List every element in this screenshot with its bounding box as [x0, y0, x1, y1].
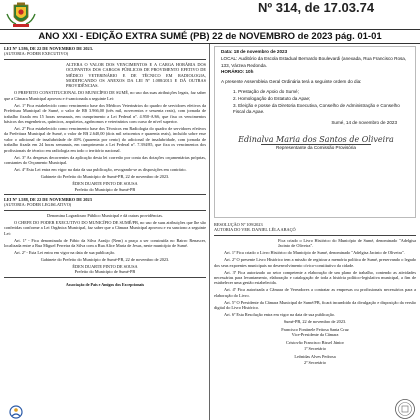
resolution-place-date: Sumé-PB, 22 de novembro de 2023.: [283, 319, 347, 325]
law2-summary: Denomina Logradouro Público Municipal e dá outras providências.: [47, 212, 163, 218]
assembly-notice: [214, 46, 416, 218]
resolution-block: [214, 222, 416, 365]
law1-signer-role: Prefeito do Município de Sumé-PB: [74, 186, 136, 192]
divider: [4, 210, 206, 211]
officer-role: Vice-Presidente da Câmara: [291, 332, 339, 338]
resolution-art4: Art. 4º Fica autorizada a Câmara de Vereadores a contratar as empresas ou profissionais necessários para a elaboração do Livro.: [214, 287, 416, 298]
notice-item: 1. Prestação de Apoio do Sumé;: [233, 88, 299, 94]
officer-name: Francisco Fontinele Feitosa Santa Cruz: [281, 326, 349, 332]
apae-logo-icon: [8, 404, 24, 420]
officer-role: 2º Secretário: [304, 359, 326, 365]
law1-art2: Art. 2º Fica estabelecido como vencimento base dos Técnicos em Radiologia do quadro de servidores efetivos da Prefeitura Municipal de Sumé, o valor de R$ 2.640,00 (dois mil seiscentos e quarenta reais), incluído sobre esse valor o adicional de insalubridade de 40% (quarenta por cento) do adicional de insalubridade, com jornada de trabalho fixada em 24 horas semanais, em cumprimento a Lei Federal nº. 7.394/85, que fixa os vencimentos dos profissionais de técnico em radiologia em todo o território nacional.: [4, 126, 206, 153]
officer-role: 1º Secretário: [304, 345, 326, 351]
issue-number: Nº 314, de 17.03.74: [258, 0, 375, 15]
law1-art3: Art. 3º As despesas decorrentes da aplicação desta lei correrão por conta das dotações orçamentárias próprias, constantes do Orçamento Municipal.: [4, 154, 206, 166]
notice-signature: Edinalva Maria dos Santos de Oliveira: [238, 134, 394, 144]
resolution-summary: Fica criado o Livro Histórico do Município de Sumé, denominado "Adelgisa Jacinto de Oliveira".: [278, 237, 416, 249]
officer-name: Leônidas Alves Pedrosa: [294, 354, 336, 360]
divider: [4, 59, 206, 60]
divider: [4, 194, 206, 195]
law2-signer-role: Prefeito do Município de Sumé-PB: [74, 269, 136, 275]
resolution-art2: Art. 2º O presente Livro Histórico tem a missão de registrar a memória política de Sumé, preservando o legado dos seus expoentes municipais no desenvolvimento cívico-constitutivo da cidade.: [214, 257, 416, 268]
resolution-author: AUTORIA DO VER. DANIEL LÉLA ABAÇÓ: [214, 227, 296, 233]
law2-signer: ÉDEN DUARTE PINTO DE SOUSA: [72, 263, 138, 269]
law1-signer: ÉDEN DUARTE PINTO DE SOUSA: [72, 181, 138, 187]
right-column: [214, 46, 416, 365]
divider: [214, 235, 416, 236]
notice-place-date: Sumé, 14 de novembro de 2023: [331, 120, 397, 126]
law1-title: LEI Nº 1.586, DE 22 DE NOVEMBRO DE 2023.: [4, 46, 93, 51]
apae-org-name: Associação de Pais e Amigos dos Excepcionais: [65, 281, 145, 287]
notice-item: 2. Homologação do Estatuto da Apae;: [233, 95, 311, 101]
notice-time: HORÁRIO: 10h: [221, 69, 254, 75]
left-column: [4, 46, 206, 287]
notice-item: 3. Eleição e posse da Diretoria Executiva, Conselho de Administração e Conselho Fiscal da Apae.: [233, 102, 400, 115]
municipal-crest-icon: [4, 2, 38, 30]
resolution-art1: Art. 1º Fica criado o Livro Histórico do Município de Sumé, denominado "Adelgisa Jacinto de Oliveira".: [224, 250, 405, 256]
notice-signer-role: Representante da Comissão Provisória: [276, 144, 356, 150]
notice-location: LOCAL: Auditório da Escola Estadual Bernardo Boulevardi (anexada, Rua Francisco Rosa, 133, Várzea Redonda.: [221, 55, 407, 68]
law1-art1: Art. 1º Fica estabelecido como vencimento base dos Médicos Veterinários do quadro de servidores efetivos da Prefeitura Municipal de Sumé, o valor de R$ 3.966,00 (três mil, novecentos e sessenta reais), com jornada de trabalho fixada em 15 horas semanais, em cumprimento a Lei Federal nº. 4.950-A/66, que fixa os vencimentos básicos dos engenheiros, químicos, arquitetos, agrônomos e veterinários com curso de nível superior.: [4, 102, 206, 125]
law2-title: LEI Nº 1.588, DE 22 DE NOVEMBRO DE 2023: [4, 196, 92, 202]
law2-preamble: O CHEFE DO PODER EXECUTIVO DO MUNICÍPIO DE SUMÉ/PB, no uso de suas atribuições que lhe são conferidas conforme a Lei Orgânica Municipal, faz saber que a Câmara Municipal aprovou e eu sanciono a seguinte Lei:: [4, 219, 206, 236]
notice-intro: A presente Assembleia Geral Ordinária terá a seguinte ordem do dia:: [221, 79, 362, 85]
column-divider: [209, 44, 210, 420]
resolution-title: RESOLUÇÃO Nº 109/2023: [214, 222, 263, 227]
official-stamp-icon: [394, 398, 416, 420]
officer-name: Cristovão Francisco Bissel Júnior: [286, 340, 344, 346]
notice-date: Data: 18 de novembro de 2023: [221, 49, 288, 54]
law1-summary: ALTERA O VALOR DOS VENCIMENTOS E A CARGA HORÁRIA DOS OCUPANTES DOS CARGOS PÚBLICOS DE PROVIMENTO EFETIVO DE MÉDICO VETERINÁRIO E DE TÉCNICO EM RADIOLOGIA, MODIFICANDO OS ANEXOS DA LEI Nº 1.088/2013 E DÁ OUTRAS PROVIDÊNCIAS.: [66, 61, 206, 89]
law2-office: Gabinete do Prefeito do Município de Sumé-PB, 22 de novembro de 2023.: [40, 256, 170, 262]
resolution-art6: Art. 6º Esta Resolução entra em vigor na data de sua publicação.: [224, 312, 335, 318]
resolution-art3: Art. 3º Fica autorizado ao setor competente a elaboração de um plano de trabalho, contendo as atividades necessárias para levantamento, elaboração e catalogação de toda a história político-legislativa municipal, a fim de estabelecer uma gestão estabelecida.: [214, 269, 416, 286]
law1-preamble: O PREFEITO CONSTITUCIONAL DO MUNICÍPIO DE SUMÉ, no uso das suas atribuições legais, faz saber que a Câmara Municipal aprovou e é sancionada a seguinte Lei:: [4, 90, 206, 101]
law2-authorship: (AUTORIA: PODER LEGISLATIVO): [4, 202, 72, 208]
law1-authorship: (AUTORIA: PODER EXECUTIVO): [4, 51, 69, 57]
law1-art4: Art. 4º Esta Lei entra em vigor na data da sua publicação, revogando-se as disposições em contrário.: [14, 167, 187, 173]
law1-office: Gabinete do Prefeito do Município de Sumé-PB, 22 de novembro de 2023.: [40, 174, 170, 180]
law2-art1: Art. 1º - Fica denominada de Fábio da Silva Araújo (Nem) a praça a ser construída no Bairro Renascer, localizada entre a Rua Miguel Ferreira da Silva com a Rua Alice Maria de Jesus, neste município de Sumé.: [4, 237, 206, 248]
divider: [4, 277, 206, 278]
edition-banner: ANO XXI - EDIÇÃO EXTRA SUMÉ (PB) 22 de NOVEMBRO de 2023 pág. 01-01: [0, 29, 420, 44]
law2-art2: Art. 2º - Esta Lei entra em vigor na data de sua publicação.: [14, 249, 116, 255]
resolution-art5: Art. 5º O Presidente da Câmara Municipal de Sumé/PB, ficará incumbido da divulgação e disposição da versão digital do Livro Histórico.: [214, 299, 416, 311]
